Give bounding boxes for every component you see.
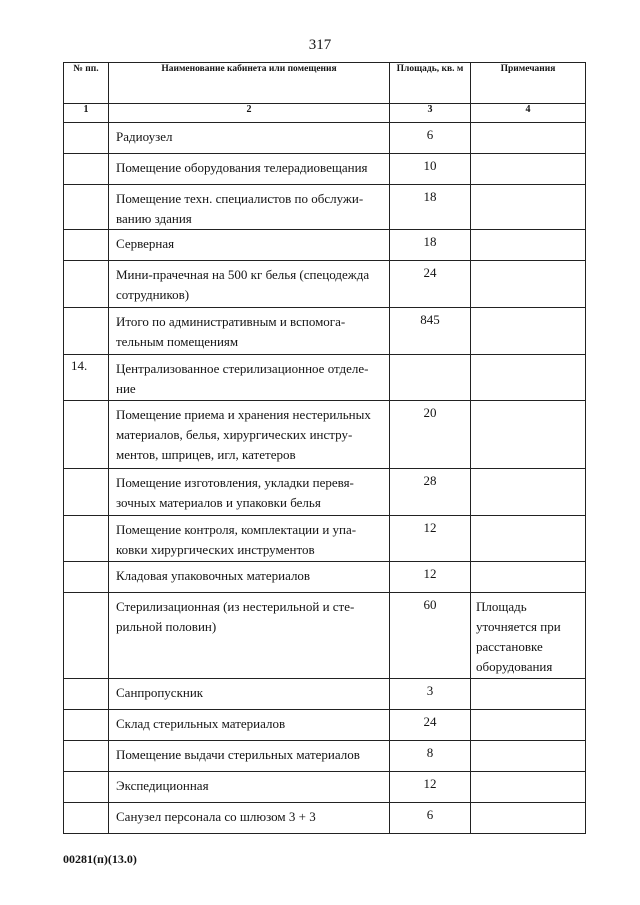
table-row — [64, 562, 586, 593]
room-name-cell: Радиоузел — [109, 123, 390, 154]
area-cell: 24 — [390, 710, 471, 741]
row-number-cell — [64, 679, 109, 710]
row-number-cell — [64, 593, 109, 679]
area-cell: 8 — [390, 741, 471, 772]
area-cell: 6 — [390, 803, 471, 834]
room-name-cell: Помещение изготовления, укладки перевя-зочных материалов и упаковки белья — [109, 469, 390, 516]
area-cell: 12 — [390, 562, 471, 593]
header-notes: Примечания — [471, 63, 586, 104]
notes-cell — [471, 308, 586, 355]
room-name-cell: Мини-прачечная на 500 кг белья (спецодежда сотрудников) — [109, 261, 390, 308]
table-row — [64, 803, 586, 834]
notes-cell — [471, 185, 586, 230]
notes-cell — [471, 469, 586, 516]
table-row — [64, 516, 586, 562]
table-row — [64, 401, 586, 469]
row-number-cell — [64, 230, 109, 261]
room-name-cell: Итого по административным и вспомога-тельным помещениям — [109, 308, 390, 355]
row-number-cell — [64, 261, 109, 308]
table-row — [64, 154, 586, 185]
row-number-cell — [64, 185, 109, 230]
table-row — [64, 308, 586, 355]
notes-cell — [471, 401, 586, 469]
row-number-cell — [64, 562, 109, 593]
area-cell: 6 — [390, 123, 471, 154]
notes-cell — [471, 562, 586, 593]
room-name-cell: Экспедиционная — [109, 772, 390, 803]
room-name-cell: Санузел персонала со шлюзом 3 + 3 — [109, 803, 390, 834]
row-number-cell — [64, 803, 109, 834]
header-area: Площадь, кв. м — [390, 63, 471, 104]
room-name-cell: Склад стерильных материалов — [109, 710, 390, 741]
area-cell: 24 — [390, 261, 471, 308]
notes-cell: Площадь уточняется при расстановке оборудования — [471, 593, 586, 679]
area-cell: 3 — [390, 679, 471, 710]
notes-cell — [471, 772, 586, 803]
row-number-cell — [64, 123, 109, 154]
column-number-3: 3 — [390, 104, 471, 123]
area-cell — [390, 355, 471, 401]
room-name-cell: Помещение техн. специалистов по обслужи-ванию здания — [109, 185, 390, 230]
table-row — [64, 772, 586, 803]
document-code: 00281(п)(13.0) — [63, 852, 137, 866]
table-row — [64, 593, 586, 679]
table-row — [64, 185, 586, 230]
table-body — [64, 123, 586, 834]
table-header-row — [64, 63, 586, 104]
area-cell: 845 — [390, 308, 471, 355]
notes-cell — [471, 679, 586, 710]
notes-cell — [471, 123, 586, 154]
table-row — [64, 230, 586, 261]
column-number-4: 4 — [471, 104, 586, 123]
room-name-cell: Серверная — [109, 230, 390, 261]
table-row — [64, 355, 586, 401]
area-cell: 20 — [390, 401, 471, 469]
row-number-cell — [64, 154, 109, 185]
table-row — [64, 261, 586, 308]
area-cell: 10 — [390, 154, 471, 185]
row-number-cell — [64, 710, 109, 741]
table-row — [64, 741, 586, 772]
room-name-cell: Помещение выдачи стерильных материалов — [109, 741, 390, 772]
row-number-cell — [64, 308, 109, 355]
room-name-cell: Санпропускник — [109, 679, 390, 710]
area-cell: 18 — [390, 230, 471, 261]
area-cell: 18 — [390, 185, 471, 230]
row-number-cell — [64, 516, 109, 562]
notes-cell — [471, 710, 586, 741]
notes-cell — [471, 154, 586, 185]
room-name-cell: Помещение приема и хранения нестерильных материалов, белья, хирургических инстру-ментов, шприцев, игл, катетеров — [109, 401, 390, 469]
room-name-cell: Стерилизационная (из нестерильной и сте-рильной половин) — [109, 593, 390, 679]
page-number: 317 — [308, 37, 332, 53]
header-room-name: Наименование кабинета или помещения — [109, 63, 390, 104]
room-name-cell: Помещение контроля, комплектации и упа-ковки хирургических инструментов — [109, 516, 390, 562]
header-number: № пп. — [64, 63, 109, 104]
room-name-cell: Кладовая упаковочных материалов — [109, 562, 390, 593]
row-number-cell: 14. — [64, 355, 109, 401]
row-number-cell — [64, 741, 109, 772]
column-number-2: 2 — [109, 104, 390, 123]
area-cell: 60 — [390, 593, 471, 679]
column-number-row — [64, 104, 586, 123]
notes-cell — [471, 803, 586, 834]
rooms-table — [63, 62, 586, 834]
table-row — [64, 679, 586, 710]
row-number-cell — [64, 469, 109, 516]
notes-cell — [471, 741, 586, 772]
column-number-1: 1 — [64, 104, 109, 123]
room-name-cell: Централизованное стерилизационное отделе-ние — [109, 355, 390, 401]
table-row — [64, 469, 586, 516]
notes-cell — [471, 355, 586, 401]
area-cell: 28 — [390, 469, 471, 516]
row-number-cell — [64, 772, 109, 803]
area-cell: 12 — [390, 516, 471, 562]
row-number-cell — [64, 401, 109, 469]
area-cell: 12 — [390, 772, 471, 803]
notes-cell — [471, 230, 586, 261]
room-name-cell: Помещение оборудования телерадиовещания — [109, 154, 390, 185]
table-row — [64, 710, 586, 741]
notes-cell — [471, 516, 586, 562]
table-row — [64, 123, 586, 154]
notes-cell — [471, 261, 586, 308]
